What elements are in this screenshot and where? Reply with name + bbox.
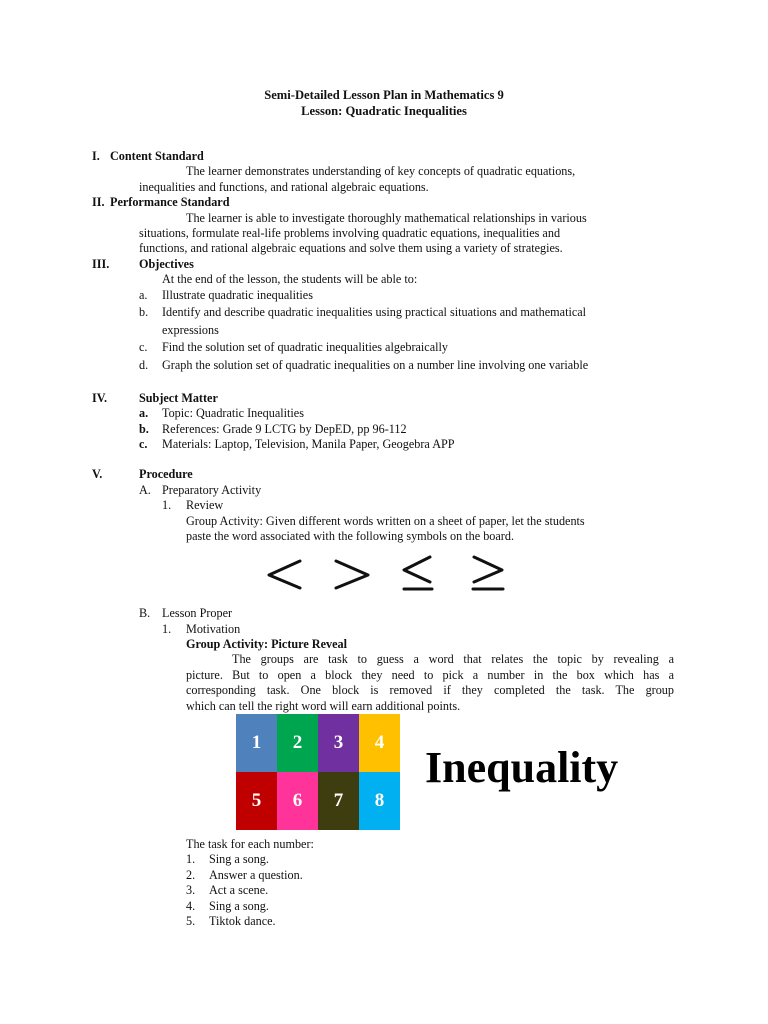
section-numeral-v: V. [92,467,103,481]
reveal-block-2: 2 [277,714,318,772]
section-numeral-iv: IV. [92,391,108,405]
objectives-heading: Objectives [139,257,194,271]
procedure-heading: Procedure [139,467,193,481]
task-text: Sing a song. [209,899,269,913]
task-text: Tiktok dance. [209,914,276,928]
objective-marker: a. [139,288,148,302]
objective-marker: c. [139,340,148,354]
task-text: Answer a question. [209,868,303,882]
task-marker: 1. [186,852,196,866]
picture-reveal-title: Group Activity: Picture Reveal [186,637,348,651]
performance-standard-heading: Performance Standard [110,195,230,209]
procedure-a-marker: A. [139,483,151,497]
performance-standard-line-2: situations, formulate real-life problems involving quadratic equations, inequalities and [139,226,561,240]
review-line-1: Group Activity: Given different words written on a sheet of paper, let the students [186,514,585,528]
reveal-block-8: 8 [359,772,400,830]
subject-text: Materials: Laptop, Television, Manila Paper, Geogebra APP [162,437,455,451]
objective-marker: b. [139,305,149,319]
motivation-line-2: picture. But to open a block they need to pick a number in the box which has a [186,668,674,682]
less-than-or-equal-icon [404,557,432,589]
content-standard-line-2: inequalities and functions, and rational algebraic equations. [139,180,429,194]
objective-marker: d. [139,358,149,372]
reveal-block-4: 4 [359,714,400,772]
section-numeral-i: I. [92,149,100,163]
reveal-block-3: 3 [318,714,359,772]
motivation-marker: 1. [162,622,172,636]
objective-text: Illustrate quadratic inequalities [162,288,313,302]
review-label: Review [186,498,224,512]
reveal-block-1: 1 [236,714,277,772]
motivation-line-3: corresponding task. One block is removed if they completed the task. The group [186,683,674,697]
inequality-symbols [262,553,512,595]
document-title: Semi-Detailed Lesson Plan in Mathematics 9 [264,88,504,102]
reveal-block-5: 5 [236,772,277,830]
greater-than-icon [336,561,368,588]
performance-standard-line-1: The learner is able to investigate thoroughly mathematical relationships in various [186,211,587,225]
task-marker: 2. [186,868,196,882]
picture-reveal-grid [236,714,400,830]
content-standard-heading: Content Standard [110,149,204,163]
subject-text: References: Grade 9 LCTG by DepED, pp 96-112 [162,422,407,436]
section-numeral-ii: II. [92,195,105,209]
reveal-block-7: 7 [318,772,359,830]
motivation-label: Motivation [186,622,241,636]
content-standard-line-1: The learner demonstrates understanding of key concepts of quadratic equations, [186,164,576,178]
review-line-2: paste the word associated with the following symbols on the board. [186,529,514,543]
subject-marker: a. [139,406,149,420]
objective-text: Identify and describe quadratic inequalities using practical situations and mathematical [162,305,587,319]
task-text: Sing a song. [209,852,269,866]
objective-text-continued: expressions [162,323,219,337]
motivation-line-1: The groups are task to guess a word that relates the topic by revealing a [232,652,674,666]
performance-standard-line-3: functions, and rational algebraic equations and solve them using a variety of strategies. [139,241,563,255]
lesson-title: Lesson: Quadratic Inequalities [301,104,467,118]
task-marker: 4. [186,899,196,913]
reveal-block-6: 6 [277,772,318,830]
task-text: Act a scene. [209,883,269,897]
less-than-icon [269,561,300,588]
motivation-line-4: which can tell the right word will earn additional points. [186,699,461,713]
task-marker: 3. [186,883,196,897]
subject-text: Topic: Quadratic Inequalities [162,406,304,420]
objectives-intro: At the end of the lesson, the students will be able to: [162,272,418,286]
preparatory-activity-label: Preparatory Activity [162,483,262,497]
objective-text: Graph the solution set of quadratic inequalities on a number line involving one variable [162,358,589,372]
greater-than-or-equal-icon [473,557,503,589]
hidden-word: Inequality [425,743,619,792]
subject-matter-heading: Subject Matter [139,391,218,405]
objective-text: Find the solution set of quadratic inequalities algebraically [162,340,448,354]
lesson-proper-label: Lesson Proper [162,606,233,620]
procedure-b-marker: B. [139,606,151,620]
tasks-intro: The task for each number: [186,837,314,851]
section-numeral-iii: III. [92,257,110,271]
review-marker: 1. [162,498,172,512]
subject-marker: b. [139,422,149,436]
task-marker: 5. [186,914,196,928]
subject-marker: c. [139,437,148,451]
inequality-symbols-graphic [262,553,512,595]
